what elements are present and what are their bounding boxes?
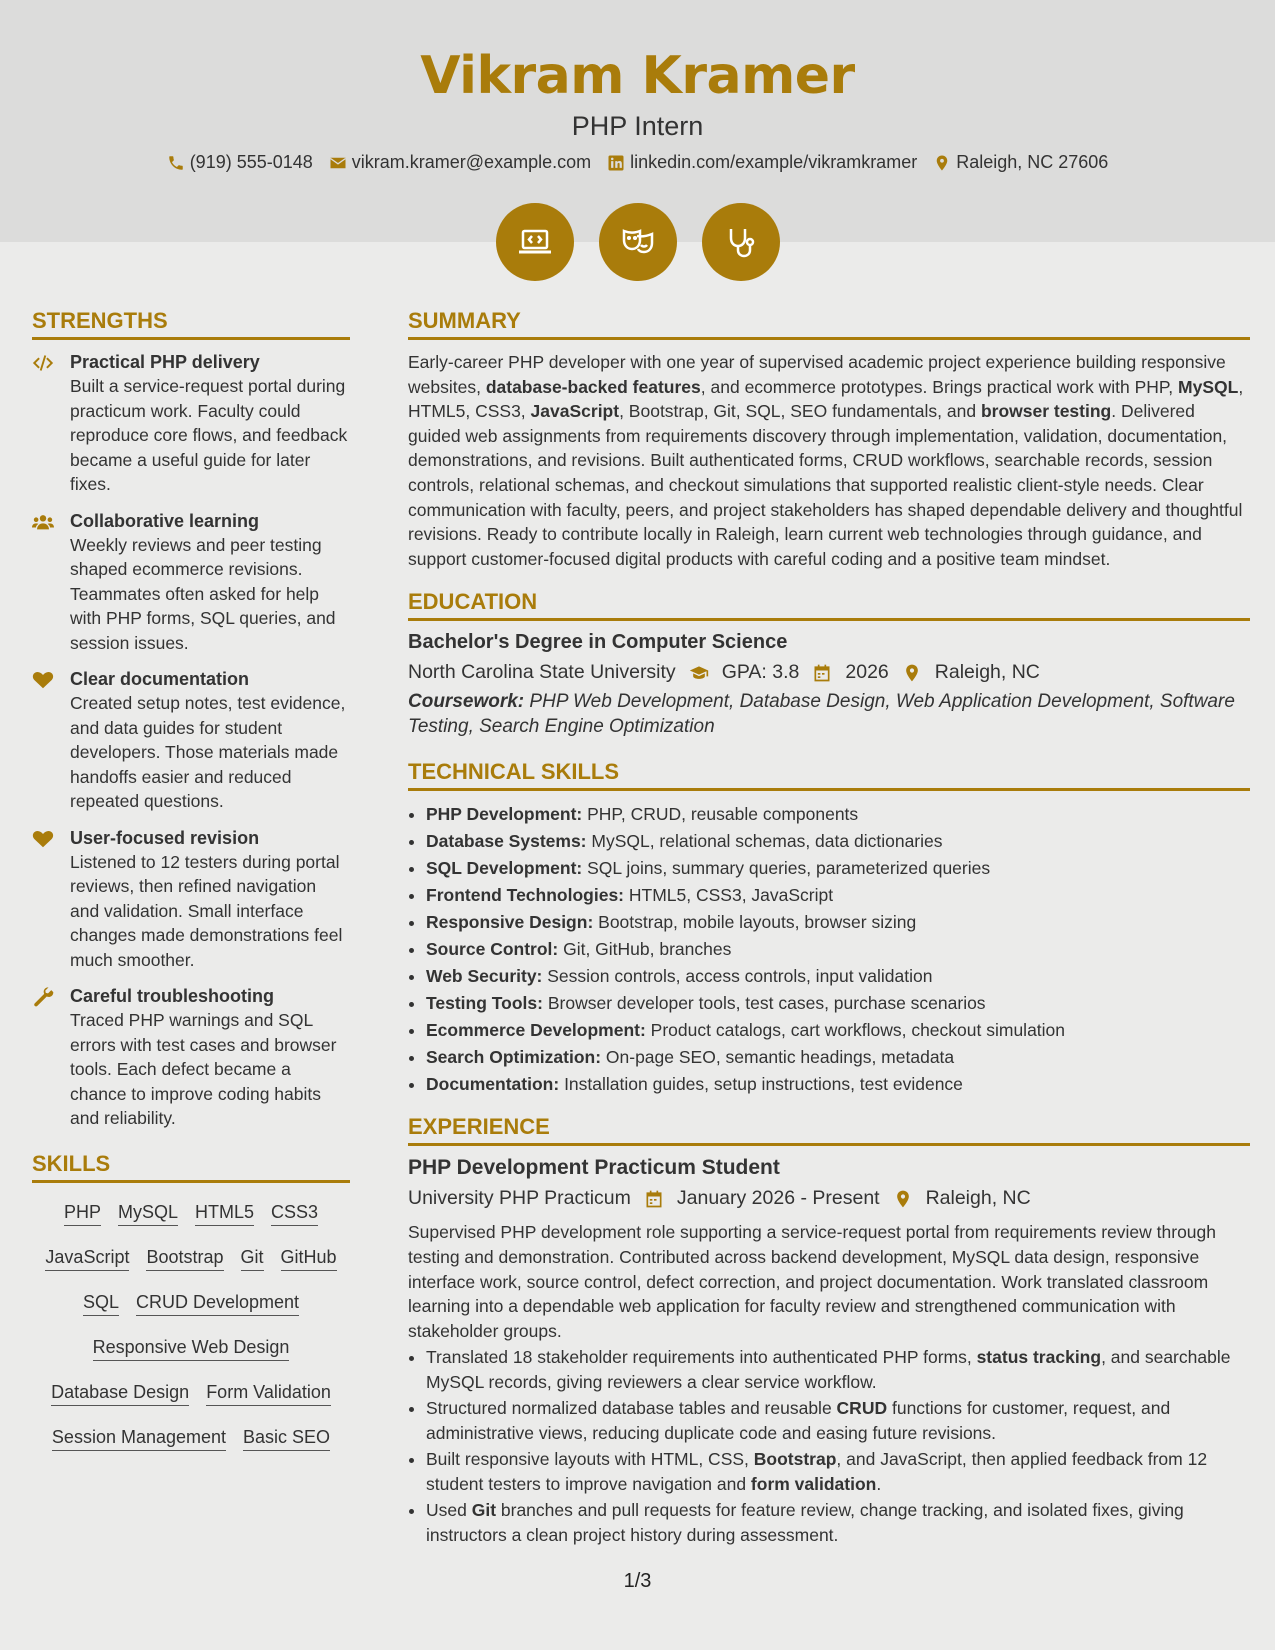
wrench-icon: [32, 984, 70, 1131]
skills-list: [32, 1193, 350, 1451]
technical-skill-item: • SQL Development: SQL joins, summary queries, parameterized queries: [426, 855, 1250, 882]
education-location: Raleigh, NC: [934, 661, 1040, 684]
technical-skill-item: • Ecommerce Development: Product catalogs, cart workflows, checkout simulation: [426, 1017, 1250, 1044]
right-column: [408, 308, 1250, 1549]
contact-phone[interactable]: [167, 152, 313, 173]
education-meta: [408, 661, 1250, 684]
location-text: Raleigh, NC 27606: [956, 152, 1109, 172]
skill-chip: JavaScript: [45, 1246, 129, 1271]
laptop-code-icon: [496, 203, 574, 281]
summary-heading: SUMMARY: [408, 308, 1250, 340]
technical-skill-item: • Testing Tools: Browser developer tools, test cases, purchase scenarios: [426, 990, 1250, 1017]
skill-chip: HTML5: [195, 1201, 254, 1226]
phone-icon: [167, 154, 185, 172]
candidate-name: Vikram Kramer: [420, 46, 855, 106]
technical-skill-item: • Source Control: Git, GitHub, branches: [426, 936, 1250, 963]
skills-row: [32, 1201, 350, 1226]
email-text: vikram.kramer@example.com: [351, 152, 592, 172]
users-icon: [32, 509, 70, 656]
strength-item: [32, 984, 350, 1131]
strength-title: Careful troubleshooting: [70, 986, 274, 1006]
skill-chip: MySQL: [118, 1201, 178, 1226]
experience-bullet: • Structured normalized database tables and reusable CRUD functions for customer, request, and administrative views, reducing duplicate code and easing future revisions.: [426, 1396, 1250, 1445]
strength-item: [32, 350, 350, 497]
theater-masks-icon: [599, 203, 677, 281]
skills-row: [32, 1291, 350, 1316]
strengths-heading: STRENGTHS: [32, 308, 350, 340]
heart-icon: [32, 826, 70, 973]
contact-email[interactable]: [329, 152, 591, 173]
organization: University PHP Practicum: [408, 1187, 631, 1210]
school-name: North Carolina State University: [408, 661, 676, 684]
skill-chip: PHP: [64, 1201, 101, 1226]
job-description: Supervised PHP development role supporting a service-request portal from requirements review through testing and demonstration. Contributed across backend development, MySQL data design, responsive interface work, source control, defect correction, and project documentation. Work translated classroom learning into a dependable web application for faculty review and strengthened communication with stakeholder groups.: [408, 1222, 1216, 1341]
linkedin-icon: [607, 154, 625, 172]
experience-heading: EXPERIENCE: [408, 1114, 1250, 1146]
skill-chip: Git: [241, 1246, 264, 1271]
calendar-icon: [811, 663, 833, 683]
contact-location: [933, 152, 1108, 173]
skills-row: [32, 1426, 350, 1451]
education-heading: EDUCATION: [408, 589, 1250, 621]
strength-desc: Weekly reviews and peer testing shaped ecommerce revisions. Teammates often asked for help with PHP forms, SQL queries, and session issues.: [70, 534, 336, 653]
technical-skill-item: • Documentation: Installation guides, setup instructions, test evidence: [426, 1071, 1250, 1098]
strength-title: Practical PHP delivery: [70, 352, 260, 372]
job-dates: January 2026 - Present: [676, 1187, 880, 1210]
skill-chip: Database Design: [51, 1381, 189, 1406]
strength-desc: Built a service-request portal during practicum work. Faculty could reproduce core flows, and feedback became a useful guide for later fixes.: [70, 376, 348, 494]
strength-desc: Traced PHP warnings and SQL errors with test cases and browser tools. Each defect became a chance to improve coding habits and reliability.: [70, 1010, 337, 1128]
phone-text: (919) 555-0148: [189, 152, 313, 172]
skills-row: [32, 1246, 350, 1271]
heart-icon: [32, 667, 70, 814]
interest-icons: [496, 203, 780, 281]
page-number: 1/3: [623, 1570, 652, 1592]
technical-skill-item: • Responsive Design: Bootstrap, mobile layouts, browser sizing: [426, 909, 1250, 936]
skills-row: [32, 1381, 350, 1406]
graduation-cap-icon: [688, 663, 710, 683]
linkedin-text: linkedin.com/example/vikramkramer: [630, 152, 918, 172]
skill-chip: Form Validation: [206, 1381, 331, 1406]
job-location: Raleigh, NC: [925, 1187, 1031, 1210]
candidate-title: PHP Intern: [571, 111, 704, 141]
experience-bullet: • Used Git branches and pull requests for feature review, change tracking, and isolated fixes, giving instructors a clean project history during assessment.: [426, 1498, 1250, 1547]
experience-bullet: • Translated 18 stakeholder requirements into authenticated PHP forms, status tracking, and searchable MySQL records, giving reviewers a clear service workflow.: [426, 1345, 1250, 1394]
skill-chip: Session Management: [52, 1426, 226, 1451]
calendar-icon: [643, 1189, 665, 1209]
map-pin-icon: [933, 154, 951, 172]
gpa: GPA: 3.8: [721, 661, 800, 684]
strength-item: [32, 826, 350, 973]
skill-chip: SQL: [83, 1291, 119, 1316]
map-pin-icon: [901, 663, 923, 683]
skill-chip: GitHub: [281, 1246, 337, 1271]
map-pin-icon: [892, 1189, 914, 1209]
coursework: Coursework: PHP Web Development, Database Design, Web Application Development, Software Testing, Search Engine Optimization: [408, 691, 1235, 737]
strength-item: [32, 667, 350, 814]
strength-title: Collaborative learning: [70, 510, 260, 531]
technical-skills-heading: TECHNICAL SKILLS: [408, 759, 1250, 791]
summary-text: Early-career PHP developer with one year of supervised academic project experience building responsive websites, database-backed features, and ecommerce prototypes. Brings practical work with PHP, MySQL, HTML5, CSS3, JavaScript, Bootstrap, Git, SQL, SEO fundamentals, and browser testing. Delivered guided web assignments from requirements discovery through implementation, validation, documentation, demonstrations, and revisions. Built authenticated forms, CRUD workflows, searchable records, session controls, relational schemas, and checkout simulations that supported realistic client-style needs. Clear communication with faculty, peers, and project stakeholders has shaped dependable delivery and thoughtful revisions. Ready to contribute locally in Raleigh, learn current web technologies through guidance, and support customer-focused digital products with careful coding and a positive team mindset.: [408, 352, 1244, 569]
technical-skill-item: • Search Optimization: On-page SEO, semantic headings, metadata: [426, 1044, 1250, 1071]
skills-heading: SKILLS: [32, 1151, 350, 1183]
left-column: [32, 308, 350, 1451]
strength-title: User-focused revision: [70, 827, 260, 848]
technical-skill-item: • PHP Development: PHP, CRUD, reusable components: [426, 801, 1250, 828]
graduation-year: 2026: [845, 661, 889, 684]
technical-skill-item: • Database Systems: MySQL, relational schemas, data dictionaries: [426, 828, 1250, 855]
stethoscope-icon: [702, 203, 780, 281]
strength-item: [32, 509, 350, 656]
skill-chip: Basic SEO: [243, 1426, 330, 1451]
envelope-icon: [329, 154, 347, 172]
skill-chip: Responsive Web Design: [93, 1336, 290, 1361]
job-title: PHP Development Practicum Student: [408, 1156, 780, 1180]
strength-title: Clear documentation: [70, 669, 250, 689]
strengths-list: [32, 350, 350, 1131]
job-meta: [408, 1187, 1250, 1210]
skill-chip: CRUD Development: [136, 1291, 299, 1316]
contact-row: [0, 152, 1275, 173]
experience-bullets: [408, 1345, 1250, 1547]
skills-row: [32, 1336, 350, 1361]
degree-title: Bachelor's Degree in Computer Science: [408, 631, 788, 654]
technical-skill-item: • Frontend Technologies: HTML5, CSS3, JavaScript: [426, 882, 1250, 909]
technical-skills-list: [408, 801, 1250, 1098]
skill-chip: Bootstrap: [146, 1246, 223, 1271]
skill-chip: CSS3: [271, 1201, 318, 1226]
strength-desc: Created setup notes, test evidence, and data guides for student developers. Those materials made handoffs easier and reduced repeated questions.: [70, 693, 346, 811]
strength-desc: Listened to 12 testers during portal reviews, then refined navigation and validation. Small interface changes made demonstrations feel much smoother.: [70, 851, 343, 970]
experience-bullet: • Built responsive layouts with HTML, CSS, Bootstrap, and JavaScript, then applied feedback from 12 student testers to improve navigation and form validation.: [426, 1447, 1250, 1496]
contact-linkedin[interactable]: [607, 152, 917, 173]
technical-skill-item: • Web Security: Session controls, access controls, input validation: [426, 963, 1250, 990]
code-icon: [32, 350, 70, 497]
